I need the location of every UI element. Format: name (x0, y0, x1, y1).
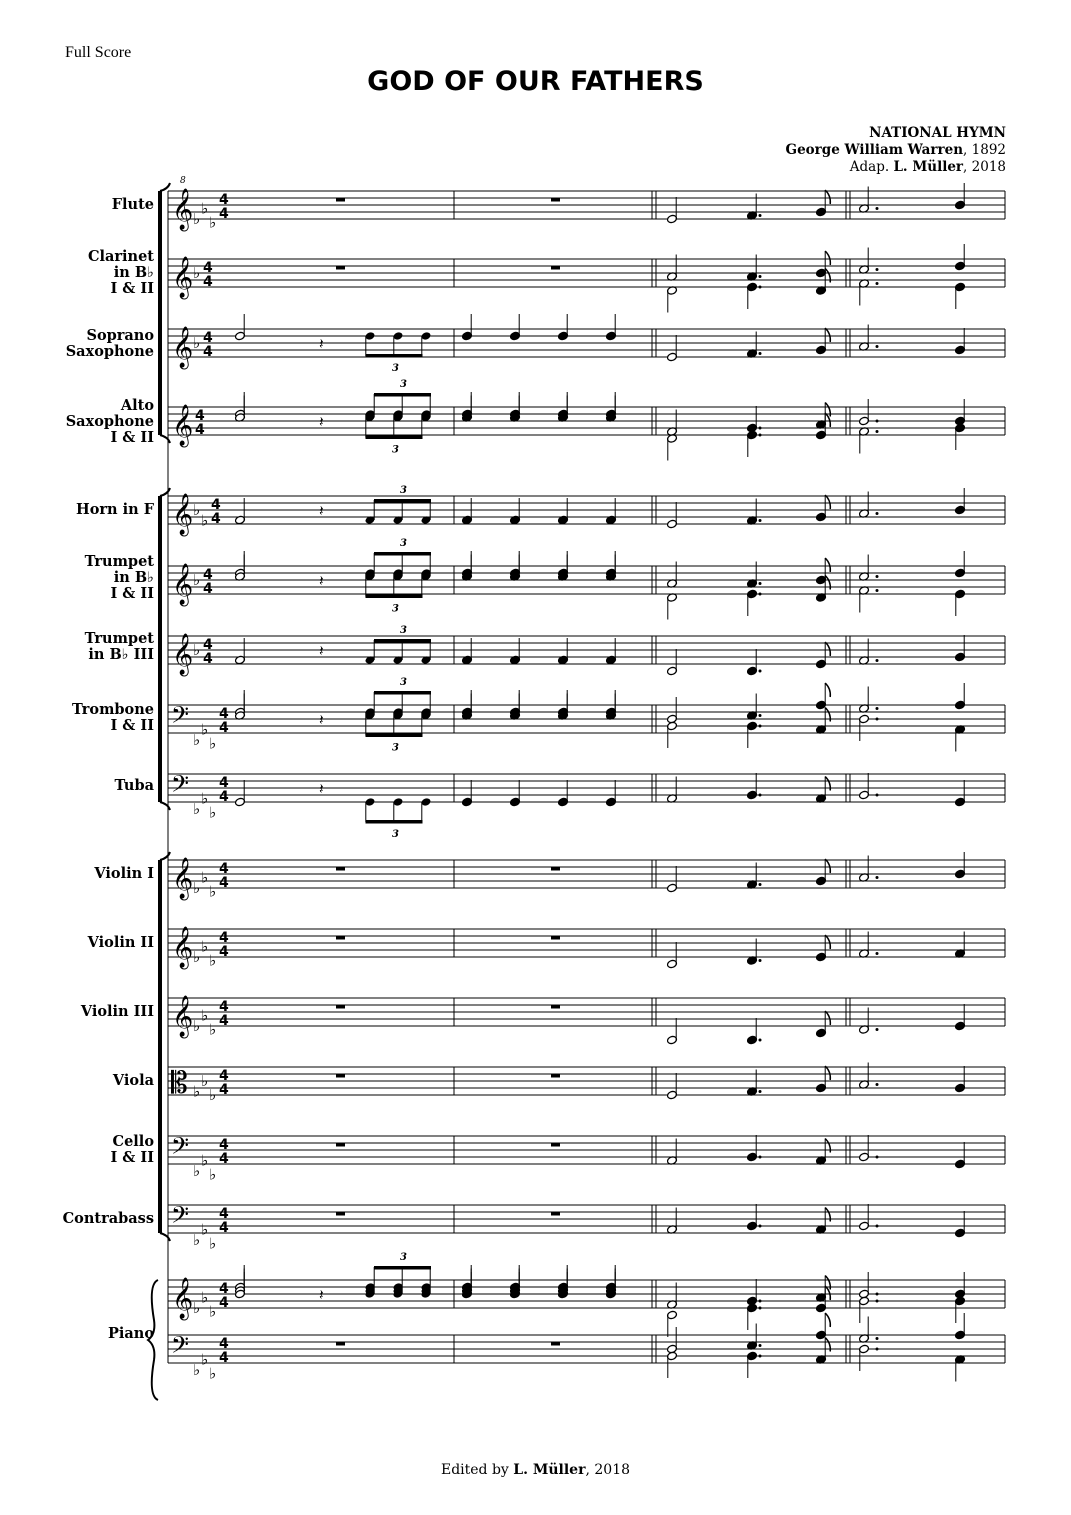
viola-whole-rest (551, 1074, 560, 1078)
piano-treble-key-flat-icon: ♭ (193, 1299, 201, 1317)
piano-bass-key-flat-icon: ♭ (209, 1364, 217, 1383)
instrument-name-tuba: Tuba (114, 777, 154, 794)
viola-alto-clef-icon: 𝄡 (171, 1066, 188, 1101)
contrabass-whole-rest (551, 1212, 560, 1216)
clarinet-time-numerator: 4 (203, 260, 213, 276)
violin1-dot (876, 876, 879, 879)
trombone-quarter-rest: 𝄽 (319, 711, 324, 729)
piano-bass-flag (825, 1313, 830, 1327)
contrabass-staff (168, 1205, 1005, 1233)
trumpet3-dot (759, 670, 762, 673)
viola-key-flat-icon: ♭ (201, 1072, 209, 1090)
violin2-time-numerator: 4 (219, 930, 229, 946)
violin3-key-flat-icon: ♭ (193, 1017, 201, 1035)
cello-key-flat-icon: ♭ (201, 1151, 209, 1170)
clarinet-dot (876, 282, 879, 285)
instrument-name-violin2: Violin II (87, 934, 154, 951)
contrabass-time-denominator: 4 (219, 1220, 229, 1236)
trombone-dot (876, 718, 879, 721)
arranger-prefix: Adap. (849, 159, 890, 175)
piano-treble-key-flat-icon: ♭ (201, 1288, 209, 1307)
flute-treble-clef-icon: 𝄞 (172, 189, 194, 230)
arranger-credit: Adap. L. Müller, 2018 (849, 159, 1006, 175)
soprano-sax-time-denominator: 4 (203, 344, 213, 360)
tuba-dot (759, 794, 762, 797)
tuba-time-denominator: 4 (219, 789, 229, 805)
trumpet12-dot (876, 575, 879, 578)
trumpet3-flag (825, 642, 830, 656)
footer-year: 2018 (594, 1462, 631, 1478)
violin1-key-flat-icon: ♭ (193, 879, 201, 897)
trumpet12-quarter-rest: 𝄽 (319, 572, 324, 590)
violin1-time-denominator: 4 (219, 875, 229, 891)
contrabass-whole-rest (336, 1212, 345, 1216)
cello-bass-clef-icon: 𝄢 (171, 1132, 190, 1165)
violin1-staff (168, 860, 1005, 888)
composer-credit: George William Warren, 1892 (785, 142, 1006, 158)
instrument-name-viola: Viola (112, 1072, 154, 1089)
alto-sax-beam (374, 393, 431, 397)
alto-sax-quarter-rest: 𝄽 (319, 413, 324, 431)
flute-octave-mark: 8 (180, 176, 186, 186)
instrument-name-soprano-sax: Soprano Saxophone (65, 327, 154, 360)
trumpet3-key-flat-icon: ♭ (193, 641, 201, 659)
footer-prefix: Edited by (440, 1462, 509, 1478)
violin3-flag (825, 1011, 830, 1025)
trombone-key-flat-icon: ♭ (209, 734, 217, 753)
trombone-time-numerator: 4 (219, 706, 229, 722)
horn-dot (876, 512, 879, 515)
piano-bass-whole-rest (336, 1342, 345, 1346)
violin2-whole-rest (551, 936, 560, 940)
clarinet-treble-clef-icon: 𝄞 (172, 257, 194, 298)
trumpet3-time-numerator: 4 (203, 637, 213, 653)
piano-treble-treble-clef-icon: 𝄞 (172, 1278, 194, 1319)
piano-brace (148, 1280, 158, 1400)
instrument-name-clarinet: Clarinet in B♭ I & II (87, 248, 154, 297)
piano-bass-whole-rest (551, 1342, 560, 1346)
piano-bass-key-flat-icon: ♭ (201, 1350, 209, 1369)
composer-name: George William Warren (785, 142, 964, 158)
soprano-sax-time-numerator: 4 (203, 330, 213, 346)
violin3-key-flat-icon: ♭ (201, 1006, 209, 1025)
trumpet3-beam (374, 639, 431, 643)
piano-bass-dot (759, 1344, 762, 1347)
tuba-key-flat-icon: ♭ (209, 803, 217, 822)
alto-sax-dot (759, 434, 762, 437)
viola-flag (825, 1066, 830, 1080)
flute-flag (825, 190, 830, 204)
instrument-name-flute: Flute (111, 196, 154, 213)
horn-staff (168, 496, 1005, 524)
horn-beam (374, 499, 431, 503)
tuba-bass-clef-icon: 𝄢 (171, 770, 190, 803)
contrabass-time-numerator: 4 (219, 1206, 229, 1222)
clarinet-time-denominator: 4 (203, 274, 213, 290)
clarinet-whole-rest (551, 266, 560, 270)
trombone-beam (366, 734, 423, 738)
subtitle: NATIONAL HYMN (869, 125, 1006, 141)
trombone-tuplet-label: 3 (400, 677, 407, 688)
flute-key-flat-icon: ♭ (209, 213, 217, 232)
trombone-flag (825, 683, 830, 697)
piano-treble-time-numerator: 4 (219, 1281, 229, 1297)
contrabass-bass-clef-icon: 𝄢 (171, 1201, 190, 1234)
cello-whole-rest (336, 1143, 345, 1147)
piano-treble-dot (876, 1300, 879, 1303)
trumpet12-dot (759, 593, 762, 596)
trumpet12-tuplet-label: 3 (400, 538, 407, 549)
trombone-staff (168, 705, 1005, 733)
alto-sax-time-denominator: 4 (195, 422, 205, 438)
soprano-sax-dot (759, 352, 762, 355)
violin3-time-numerator: 4 (219, 999, 229, 1015)
violin1-key-flat-icon: ♭ (209, 882, 217, 901)
strings-bracket (158, 860, 162, 1233)
footer-editor: L. Müller (513, 1462, 586, 1478)
violin2-time-denominator: 4 (219, 944, 229, 960)
piano-bass-dot (759, 1355, 762, 1358)
violin3-whole-rest (551, 1005, 560, 1009)
trumpet3-treble-clef-icon: 𝄞 (172, 634, 194, 675)
composer-year: 1892 (971, 142, 1006, 158)
trombone-beam (374, 691, 431, 695)
trumpet3-time-denominator: 4 (203, 651, 213, 667)
viola-dot (759, 1090, 762, 1093)
trumpet12-dot (876, 589, 879, 592)
violin3-whole-rest (336, 1005, 345, 1009)
footer-credit: Edited by L. Müller, 2018 (440, 1462, 631, 1478)
flute-dot (759, 214, 762, 217)
cello-dot (759, 1156, 762, 1159)
viola-whole-rest (336, 1074, 345, 1078)
instrument-name-trumpet3: Trumpet in B♭ III (84, 630, 154, 663)
soprano-sax-key-flat-icon: ♭ (193, 334, 201, 352)
instrument-name-alto-sax: Alto Saxophone I & II (65, 397, 154, 446)
violin1-whole-rest (551, 867, 560, 871)
flute-time-numerator: 4 (219, 192, 229, 208)
piano-treble-beam (374, 1266, 431, 1270)
violin3-key-flat-icon: ♭ (209, 1020, 217, 1039)
contrabass-dot (759, 1225, 762, 1228)
trombone-dot (876, 707, 879, 710)
arranger-name: L. Müller (893, 159, 964, 175)
viola-key-flat-icon: ♭ (209, 1086, 217, 1104)
trumpet12-flag (825, 558, 830, 572)
horn-treble-clef-icon: 𝄞 (172, 494, 194, 535)
instrument-name-horn: Horn in F (76, 501, 154, 518)
violin1-treble-clef-icon: 𝄞 (172, 858, 194, 899)
soprano-sax-flag (825, 328, 830, 342)
violin3-time-denominator: 4 (219, 1013, 229, 1029)
cello-time-denominator: 4 (219, 1151, 229, 1167)
tuba-beam (366, 820, 423, 824)
alto-sax-treble-clef-icon: 𝄞 (172, 405, 194, 446)
alto-sax-time-numerator: 4 (195, 408, 205, 424)
instrument-name-trumpet12: Trumpet in B♭ I & II (84, 553, 154, 602)
violin1-dot (759, 883, 762, 886)
soprano-sax-staff (168, 329, 1005, 357)
alto-sax-dot (759, 427, 762, 430)
piano-bass-time-denominator: 4 (219, 1350, 229, 1366)
horn-flag (825, 495, 830, 509)
flute-whole-rest (551, 198, 560, 202)
piano-treble-staff (168, 1280, 1005, 1308)
trumpet3-staff (168, 636, 1005, 664)
violin3-dot (876, 1028, 879, 1031)
violin1-flag (825, 859, 830, 873)
piano-bass-time-numerator: 4 (219, 1336, 229, 1352)
clarinet-dot (876, 268, 879, 271)
violin3-staff (168, 998, 1005, 1026)
viola-staff (168, 1067, 1005, 1095)
alto-sax-beam (366, 436, 423, 440)
horn-time-numerator: 4 (211, 497, 221, 513)
clarinet-key-flat-icon: ♭ (193, 264, 201, 282)
brass-bracket (158, 496, 162, 802)
contrabass-key-flat-icon: ♭ (209, 1234, 217, 1253)
clarinet-dot (759, 286, 762, 289)
cello-dot (876, 1156, 879, 1159)
cello-key-flat-icon: ♭ (193, 1162, 201, 1180)
horn-tuplet-label: 3 (400, 485, 407, 496)
horn-dot (759, 519, 762, 522)
trumpet3-tuplet-label: 3 (400, 625, 407, 636)
trumpet12-beam (366, 595, 423, 599)
tuba-tuplet-label: 3 (392, 829, 399, 840)
violin1-whole-rest (336, 867, 345, 871)
alto-sax-staff (168, 407, 1005, 435)
trumpet12-time-denominator: 4 (203, 581, 213, 597)
violin2-key-flat-icon: ♭ (201, 937, 209, 956)
instrument-name-violin1: Violin I (94, 865, 154, 882)
tuba-quarter-rest: 𝄽 (319, 780, 324, 798)
flute-staff (168, 191, 1005, 219)
tuba-key-flat-icon: ♭ (201, 789, 209, 808)
score-type-label: Full Score (65, 44, 132, 61)
piano-treble-key-flat-icon: ♭ (209, 1302, 217, 1321)
violin2-dot (759, 959, 762, 962)
piano-bass-dot (876, 1337, 879, 1340)
piano-treble-tuplet-label: 3 (400, 1252, 407, 1263)
violin2-key-flat-icon: ♭ (193, 948, 201, 966)
trumpet3-quarter-rest: 𝄽 (319, 642, 324, 660)
clarinet-staff (168, 259, 1005, 287)
woodwinds-bracket-top (160, 183, 170, 191)
horn-key-flat-icon: ♭ (193, 501, 201, 519)
woodwinds-bracket (158, 191, 162, 435)
cello-whole-rest (551, 1143, 560, 1147)
trumpet12-staff (168, 566, 1005, 594)
instrument-name-violin3: Violin III (80, 1003, 154, 1020)
trumpet3-dot (876, 659, 879, 662)
piano-bass-bass-clef-icon: 𝄢 (171, 1331, 190, 1364)
alto-sax-dot (876, 420, 879, 423)
piano-bass-dot (876, 1348, 879, 1351)
flute-time-denominator: 4 (219, 206, 229, 222)
tuba-time-numerator: 4 (219, 775, 229, 791)
violin2-staff (168, 929, 1005, 957)
instrument-name-piano: Piano (107, 1325, 154, 1342)
instrument-name-cello: Cello I & II (110, 1133, 154, 1166)
cello-key-flat-icon: ♭ (209, 1165, 217, 1184)
violin2-key-flat-icon: ♭ (209, 951, 217, 970)
tuba-key-flat-icon: ♭ (193, 800, 201, 818)
soprano-sax-quarter-rest: 𝄽 (319, 335, 324, 353)
flute-key-flat-icon: ♭ (193, 210, 201, 228)
trumpet12-treble-clef-icon: 𝄞 (172, 564, 194, 605)
trombone-bass-clef-icon: 𝄢 (171, 701, 190, 734)
violin3-dot (759, 1039, 762, 1042)
violin2-whole-rest (336, 936, 345, 940)
violin3-treble-clef-icon: 𝄞 (172, 996, 194, 1037)
piano-treble-quarter-rest: 𝄽 (319, 1286, 324, 1304)
violin2-dot (876, 952, 879, 955)
trumpet12-dot (759, 582, 762, 585)
viola-dot (876, 1083, 879, 1086)
piano-treble-time-denominator: 4 (219, 1295, 229, 1311)
trombone-dot (759, 714, 762, 717)
piano-bass-key-flat-icon: ♭ (193, 1361, 201, 1379)
horn-time-denominator: 4 (211, 511, 221, 527)
horn-key-flat-icon: ♭ (201, 511, 209, 530)
contrabass-dot (876, 1225, 879, 1228)
violin1-time-numerator: 4 (219, 861, 229, 877)
page-title: GOD OF OUR FATHERS (367, 66, 704, 97)
clarinet-whole-rest (336, 266, 345, 270)
tuba-staff (168, 774, 1005, 802)
alto-sax-tuplet-label: 3 (392, 444, 399, 456)
contrabass-key-flat-icon: ♭ (193, 1231, 201, 1249)
soprano-sax-beam (366, 354, 423, 358)
trombone-key-flat-icon: ♭ (201, 720, 209, 739)
viola-key-flat-icon: ♭ (193, 1082, 201, 1101)
flute-dot (876, 207, 879, 210)
clarinet-flag (825, 251, 830, 265)
horn-quarter-rest: 𝄽 (319, 502, 324, 520)
viola-time-denominator: 4 (219, 1082, 229, 1098)
trumpet12-tuplet-label: 3 (392, 603, 399, 615)
violin2-flag (825, 935, 830, 949)
clarinet-dot (759, 275, 762, 278)
trombone-tuplet-label: 3 (392, 742, 399, 754)
trombone-time-denominator: 4 (219, 720, 229, 736)
alto-sax-dot (876, 430, 879, 433)
arranger-year: 2018 (971, 159, 1006, 175)
piano-treble-dot (759, 1300, 762, 1303)
soprano-sax-dot (876, 345, 879, 348)
piano-bass-staff (168, 1335, 1005, 1363)
alto-sax-tuplet-label: 3 (400, 379, 407, 390)
flute-whole-rest (336, 198, 345, 202)
trombone-key-flat-icon: ♭ (193, 731, 201, 749)
cello-staff (168, 1136, 1005, 1164)
trumpet12-time-numerator: 4 (203, 567, 213, 583)
soprano-sax-treble-clef-icon: 𝄞 (172, 327, 194, 368)
trombone-dot (759, 725, 762, 728)
trumpet12-key-flat-icon: ♭ (193, 571, 201, 589)
cello-time-numerator: 4 (219, 1137, 229, 1153)
piano-treble-dot (759, 1307, 762, 1310)
violin1-key-flat-icon: ♭ (201, 868, 209, 887)
piano-treble-dot (876, 1293, 879, 1296)
contrabass-key-flat-icon: ♭ (201, 1220, 209, 1239)
soprano-sax-tuplet-label: 3 (392, 363, 399, 374)
instrument-name-trombone: Trombone I & II (72, 701, 154, 734)
instrument-name-contrabass: Contrabass (62, 1210, 154, 1227)
trumpet12-beam (374, 552, 431, 556)
flute-key-flat-icon: ♭ (201, 199, 209, 218)
violin2-treble-clef-icon: 𝄞 (172, 927, 194, 968)
viola-time-numerator: 4 (219, 1068, 229, 1084)
tuba-dot (876, 794, 879, 797)
